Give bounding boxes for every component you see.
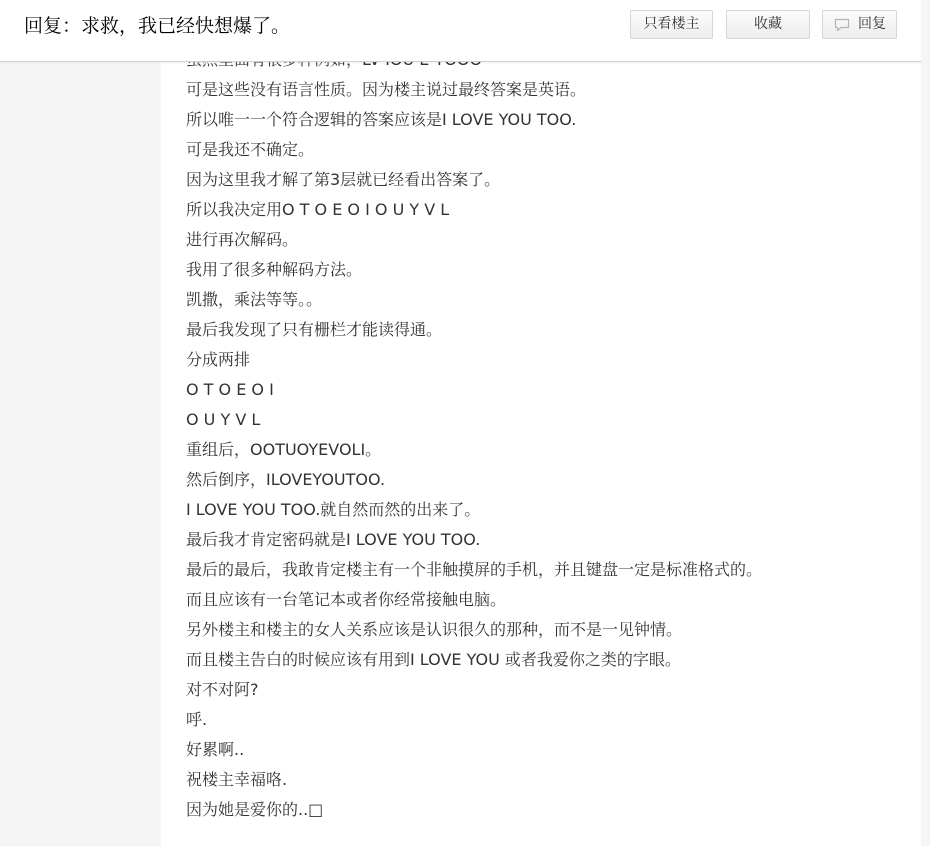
post-line: 所以唯一一个符合逻辑的答案应该是I LOVE YOU TOO. xyxy=(186,110,577,129)
favorite-button[interactable]: 收藏 xyxy=(726,10,810,39)
post-line: 好累啊.. xyxy=(186,740,245,759)
post-line: 最后的最后，我敢肯定楼主有一个非触摸屏的手机，并且键盘一定是标准格式的。 xyxy=(186,560,763,579)
thread-header xyxy=(0,0,922,62)
reply-button[interactable] xyxy=(822,10,897,39)
post-line: O U Y V L xyxy=(186,410,261,429)
post-line: 可是这些没有语言性质。因为楼主说过最终答案是英语。 xyxy=(186,80,587,99)
post-line: 最后我发现了只有栅栏才能读得通。 xyxy=(186,320,443,339)
post-line: 然后倒序，ILOVEYOUTOO. xyxy=(186,470,386,489)
post-line: 可是我还不确定。 xyxy=(186,140,315,159)
post-line: 我用了很多种解码方法。 xyxy=(186,260,363,279)
post-line: O T O E O I xyxy=(186,380,274,399)
speech-bubble-icon xyxy=(834,18,850,32)
post-line: 最后我才肯定密码就是I LOVE YOU TOO. xyxy=(186,530,481,549)
post-line: 重组后，OOTUOYEVOLI。 xyxy=(186,440,382,459)
page-right-margin xyxy=(921,0,930,846)
post-line: 而且应该有一台笔记本或者你经常接触电脑。 xyxy=(186,590,507,609)
post-line: 因为她是爱你的..□ xyxy=(186,800,324,819)
reply-button-label: 回复 xyxy=(858,16,886,32)
post-line: 进行再次解码。 xyxy=(186,230,299,249)
thread-title: 回复：求救，我已经快想爆了。 xyxy=(24,15,291,37)
post-line: 而且楼主告白的时候应该有用到I LOVE YOU 或者我爱你之类的字眼。 xyxy=(186,650,681,669)
post-line: 呼. xyxy=(186,710,208,729)
post-line: 所以我决定用O T O E O I O U Y V L xyxy=(186,200,450,219)
only-lz-button[interactable]: 只看楼主 xyxy=(630,10,713,39)
post-line: 祝楼主幸福咯. xyxy=(186,770,288,789)
post-line: 因为这里我才解了第3层就已经看出答案了。 xyxy=(186,170,501,189)
post-line: 对不对阿? xyxy=(186,680,259,699)
post-line: 另外楼主和楼主的女人关系应该是认识很久的那种，而不是一见钟情。 xyxy=(186,620,683,639)
post-line: 分成两排 xyxy=(186,350,251,369)
post-body xyxy=(186,45,916,825)
post-line: 凯撒，乘法等等。。 xyxy=(186,290,323,309)
post-line: I LOVE YOU TOO.就自然而然的出来了。 xyxy=(186,500,481,519)
